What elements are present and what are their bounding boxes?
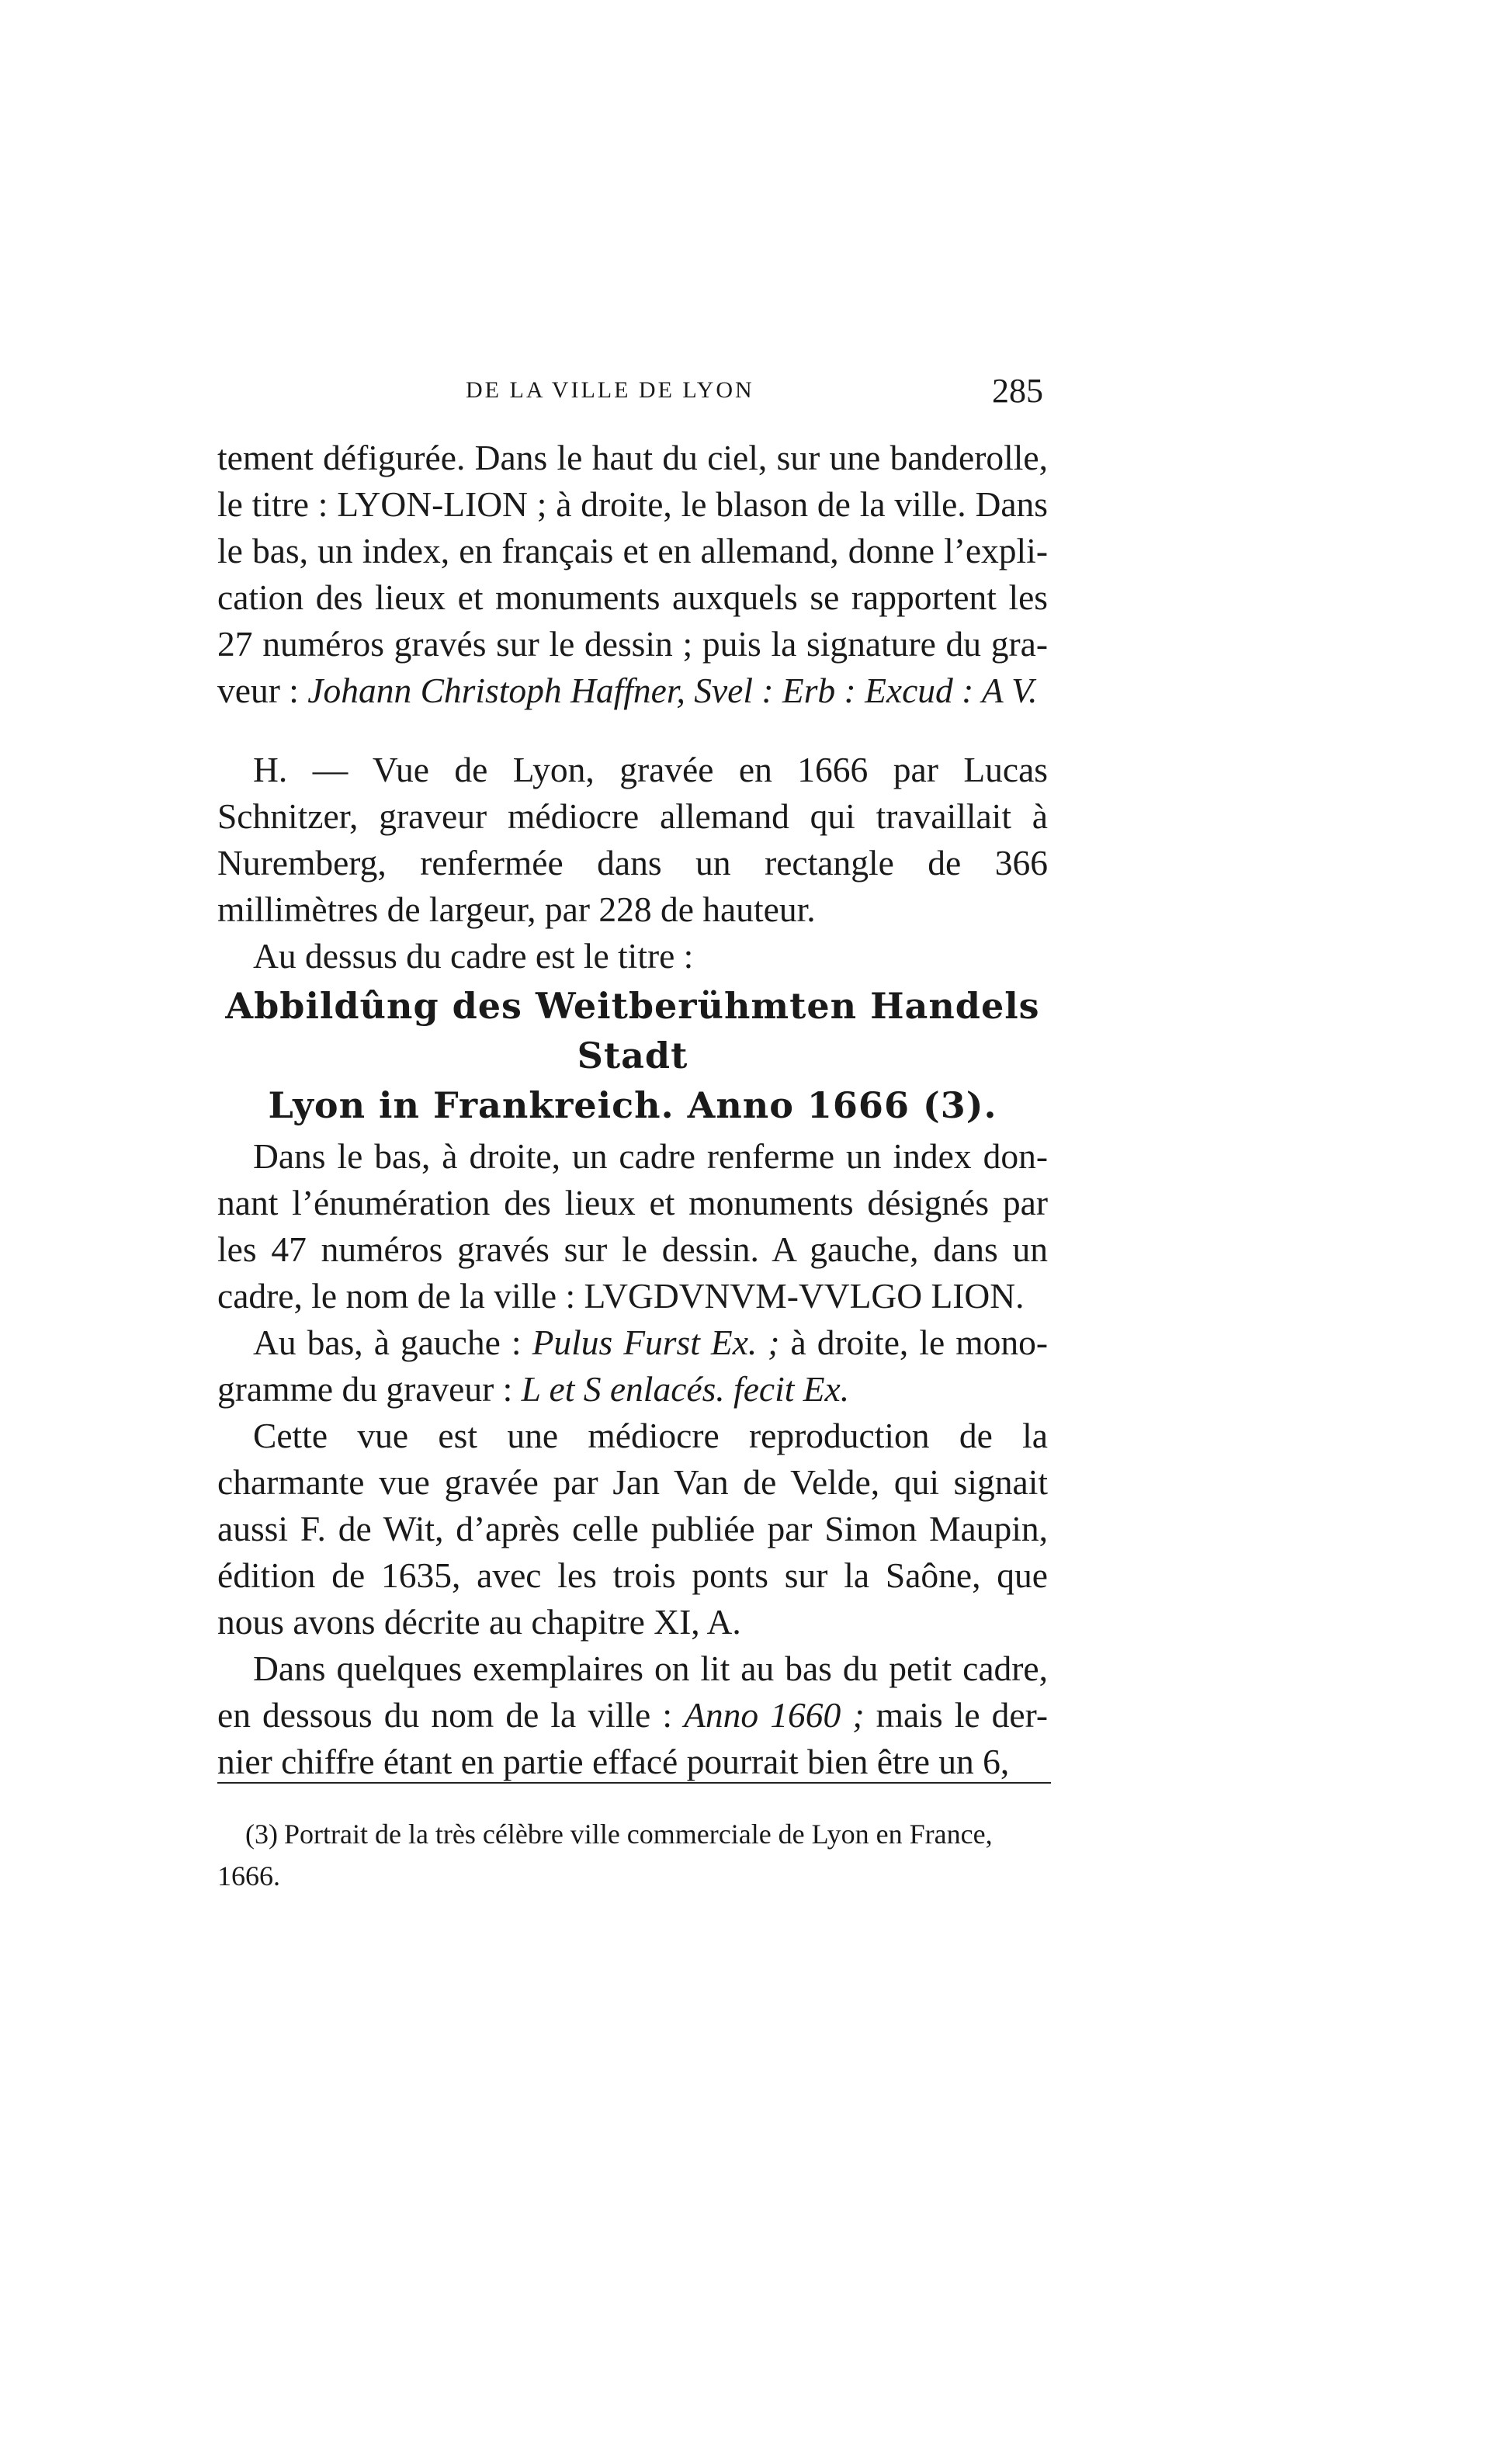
gothic-title <box>217 981 1048 1130</box>
paragraph-title-intro: Au dessus du cadre est le titre : <box>253 936 694 976</box>
running-head: DE LA VILLE DE LYON <box>466 377 754 403</box>
body-text <box>217 435 1048 1785</box>
paragraph-continuation: tement défigurée. Dans le haut du ciel, sur une banderolle, le titre : LYON-LION ; à droite, le blason de la ville. Dans le bas, un index, en français et en allemand, donne l’expli-cation des lieux et monuments auxquels se rapportent les 27 numéros gravés sur le dessin ; puis la signature du gra-veur : Johann Christoph Haffner, Svel : Erb : Excud : A V. <box>217 438 1048 710</box>
footnote-text: Portrait de la très célèbre ville commerciale de Lyon en France, 1666. <box>217 1819 993 1891</box>
footnote <box>217 1813 1048 1897</box>
gothic-title-line-1: Abbildûng des Weitberühmten Handels Stadt <box>225 985 1040 1077</box>
paragraph-exemplaires: Dans quelques exemplaires on lit au bas du petit cadre, en dessous du nom de la ville : Anno 1660 ; mais le der-nier chiffre étant en partie effacé pourrait bien être un 6, <box>217 1649 1048 1781</box>
paragraph-reproduction: Cette vue est une médiocre reproduction de la charmante vue gravée par Jan Van de Velde, qui signait aussi F. de Wit, d’après celle publiée par Simon Maupin, édition de 1635, avec les trois ponts sur la Saône, que nous avons décrite au chapitre XI, A. <box>217 1416 1048 1642</box>
paragraph-section-h: H. — Vue de Lyon, gravée en 1666 par Lucas Schnitzer, graveur médiocre allemand qui travaillait à Nuremberg, renfermée dans un rectangle de 366 millimètres de largeur, par 228 de hauteur. <box>217 750 1048 929</box>
paragraph-monogram: Au bas, à gauche : Pulus Furst Ex. ; à droite, le mono-gramme du graveur : L et S enlacés. fecit Ex. <box>217 1323 1048 1409</box>
gothic-title-line-2: Lyon in Frankreich. Anno 1666 (3). <box>268 1084 997 1126</box>
footnote-number: (3) <box>245 1819 278 1850</box>
page-number: 285 <box>992 372 1043 410</box>
footnote-divider <box>217 1782 1051 1784</box>
engraver-signature: Johann Christoph Haffner, Svel : Erb : Excud : A V. <box>307 671 1038 710</box>
paragraph-index: Dans le bas, à droite, un cadre renferme un index don-nant l’énumération des lieux et monuments désignés par les 47 numéros gravés sur le dessin. A gauche, dans un cadre, le nom de la ville : LVGDVNVM-VVLGO LION. <box>217 1136 1048 1316</box>
